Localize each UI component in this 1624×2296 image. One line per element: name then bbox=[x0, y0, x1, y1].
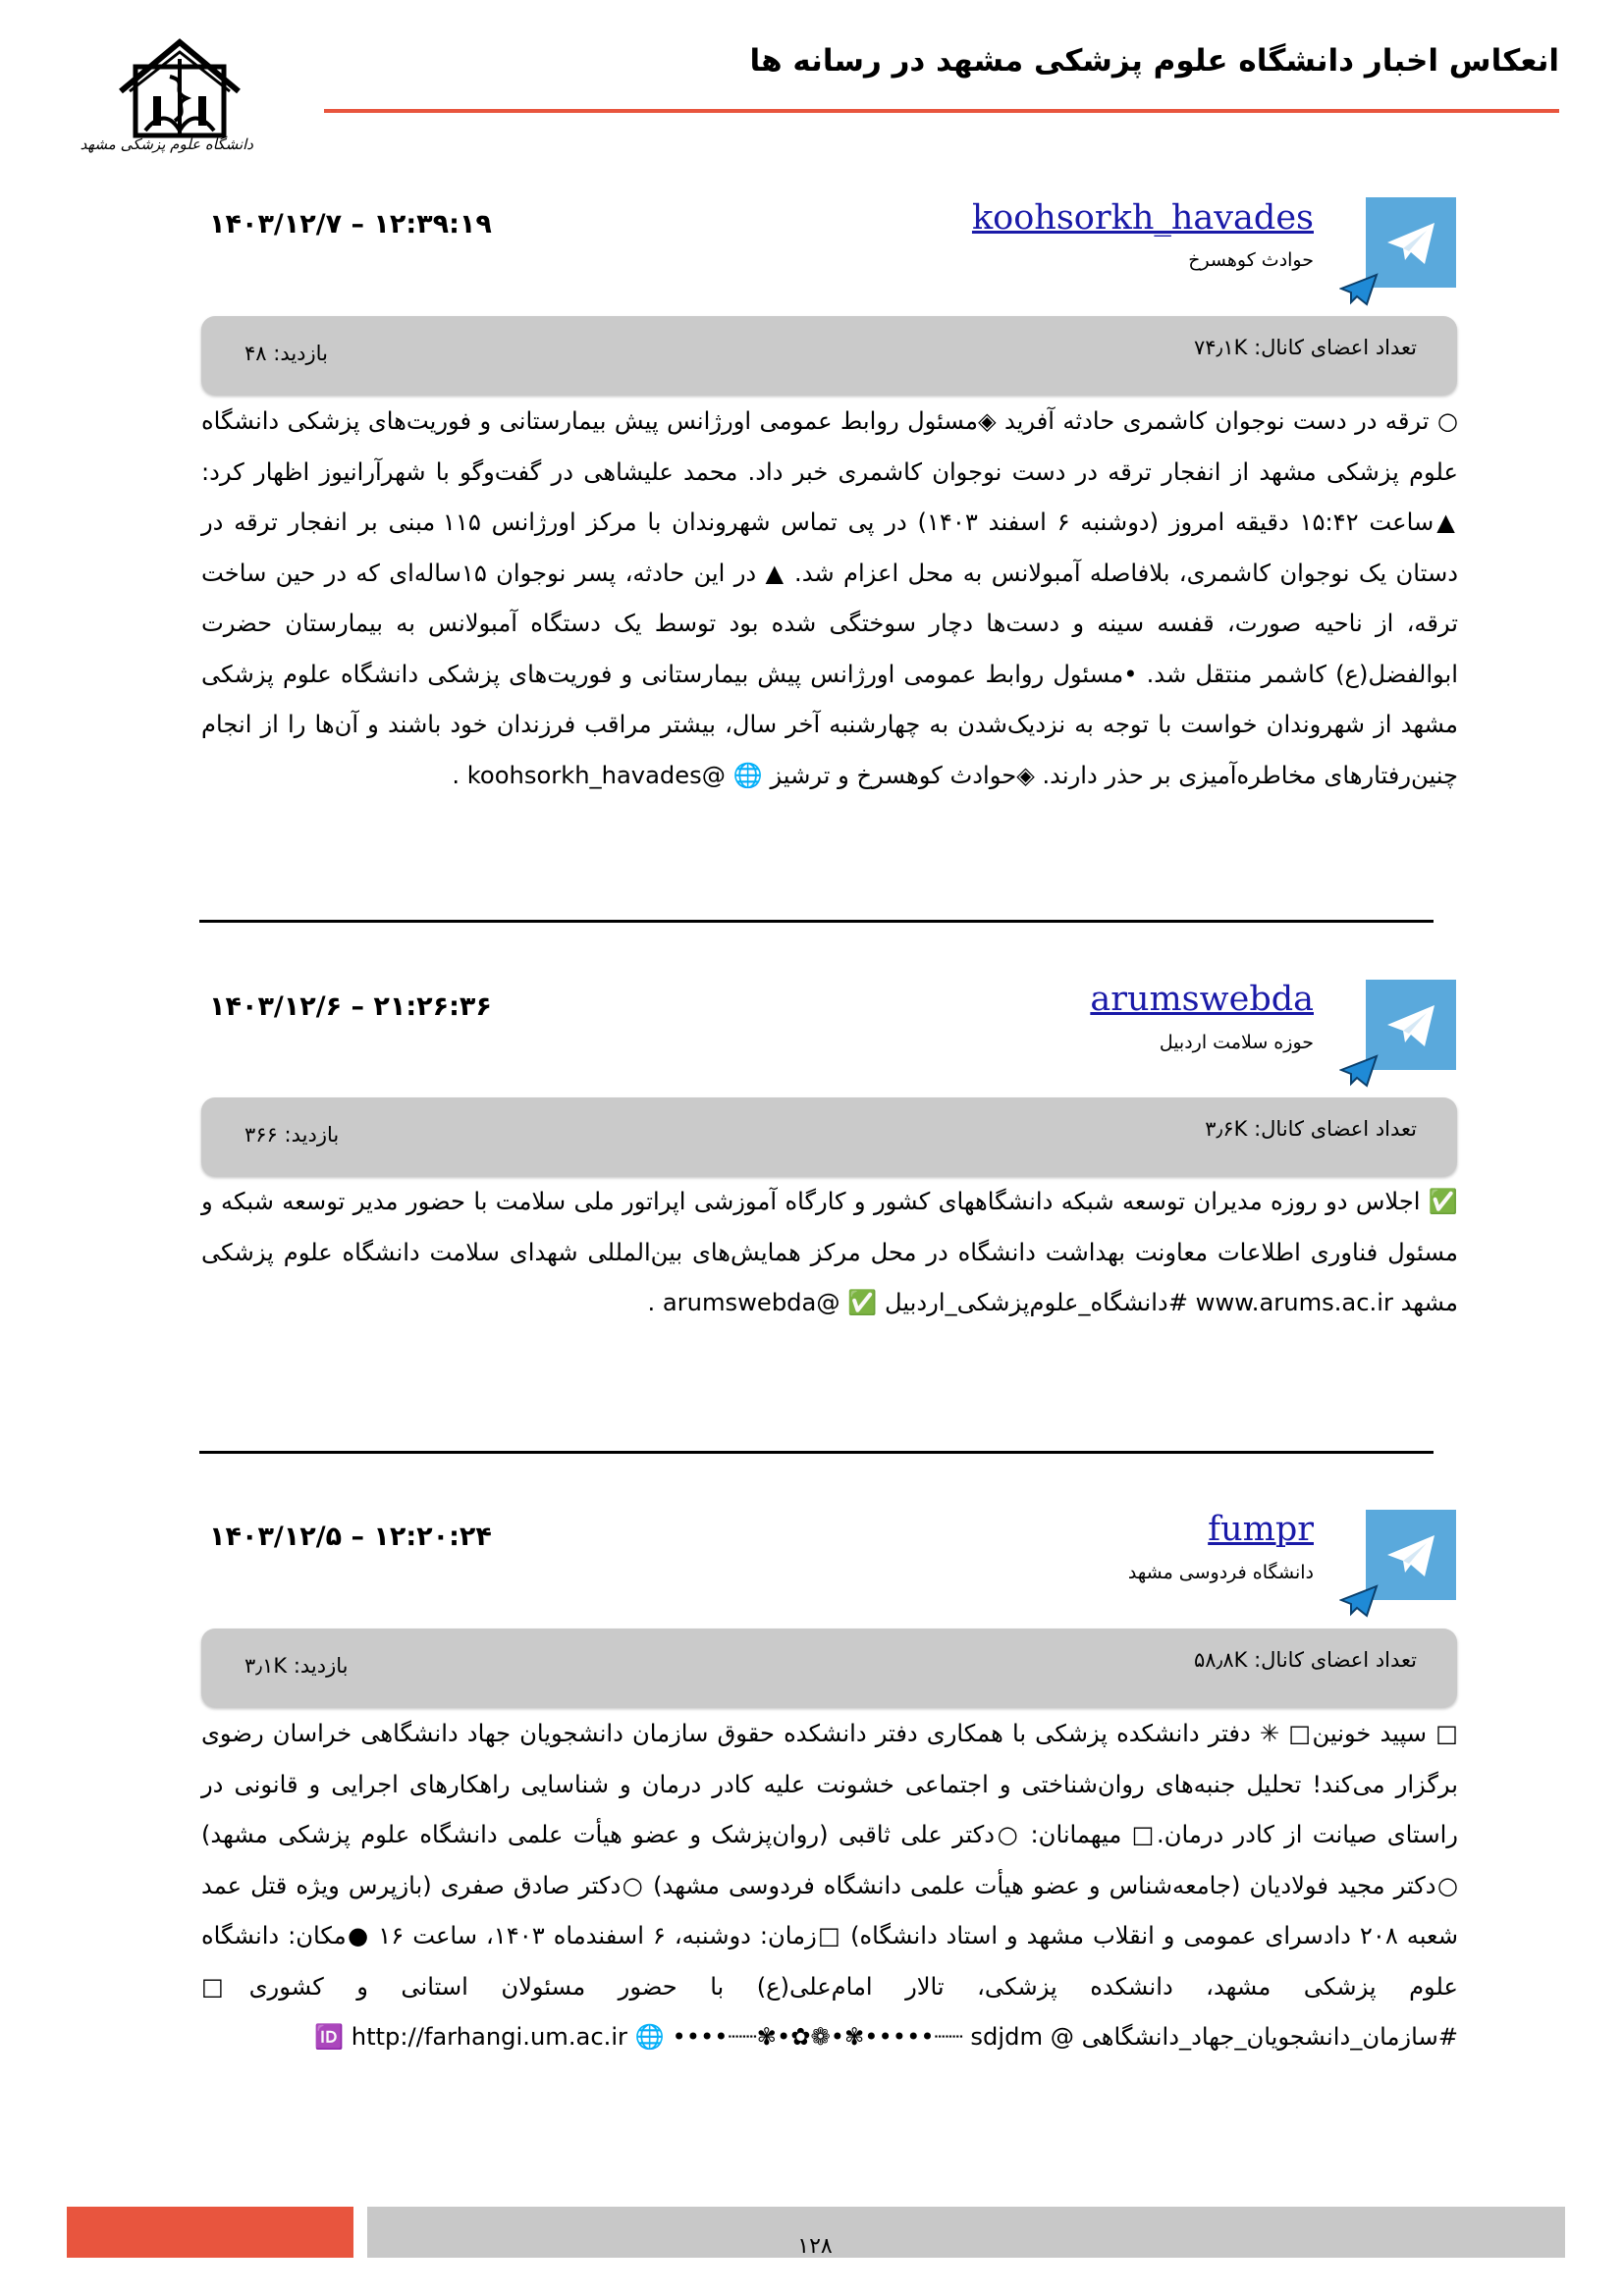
page-number: ۱۲۸ bbox=[797, 2234, 833, 2259]
channel-name: حوادث کوهسرخ bbox=[1188, 249, 1314, 271]
channel-name: دانشگاه فردوسی مشهد bbox=[1127, 1562, 1314, 1583]
telegram-icon bbox=[1366, 1510, 1456, 1600]
view-count: بازدید: ۳۶۶ bbox=[244, 1123, 340, 1147]
channel-link[interactable]: koohsorkh_havades bbox=[971, 198, 1314, 238]
post-date: ۱۴۰۳/۱۲/۶ – ۲۱:۲۶:۳۶ bbox=[209, 991, 492, 1022]
telegram-plane-icon bbox=[1339, 273, 1379, 306]
post-separator bbox=[199, 920, 1434, 923]
telegram-icon bbox=[1366, 980, 1456, 1070]
footer-bar bbox=[367, 2207, 1565, 2258]
channel-link[interactable]: arumswebda bbox=[1090, 980, 1314, 1019]
footer-accent-bar bbox=[67, 2207, 353, 2258]
page-title: انعکاس اخبار دانشگاه علوم پزشکی مشهد در رسانه ها bbox=[749, 43, 1559, 79]
post-body: ✅ اجلاس دو روزه مدیران توسعه شبکه دانشگاههای کشور و کارگاه آموزشی اپراتور ملی سلامت با حضور مدیر توسعه شبکه و مسئول فناوری اطلاعات معاونت بهداشت دانشگاه در محل مرکز همایش‌های بین‌المللی شهدای سلامت دانشگاه علوم پزشکی مشهد www.arums.ac.ir #دانشگاه_علوم‌پزشکی_اردبیل ✅ @arumswebda . bbox=[201, 1188, 1458, 1316]
member-count: تعداد اعضای کانال: ۷۴٫۱K bbox=[1193, 336, 1417, 359]
telegram-icon bbox=[1366, 197, 1456, 288]
header-divider bbox=[324, 109, 1559, 113]
post-date: ۱۴۰۳/۱۲/۷ – ۱۲:۳۹:۱۹ bbox=[209, 209, 492, 240]
channel-link[interactable]: fumpr bbox=[1208, 1510, 1314, 1549]
view-count: بازدید: ۳٫۱K bbox=[244, 1654, 349, 1678]
view-count: بازدید: ۴۸ bbox=[244, 342, 328, 365]
member-count: تعداد اعضای کانال: ۵۸٫۸K bbox=[1193, 1648, 1417, 1672]
post-body: ○ ترقه در دست نوجوان کاشمری حادثه آفرید ◈مسئول روابط عمومی اورژانس پیش بیمارستانی و فوریت‌های پزشکی دانشگاه علوم پزشکی مشهد از انفجار ترقه در دست نوجوان کاشمری خبر داد. محمد علیشاهی در گفت‌وگو با شهرآرانیوز اظهار کرد: ▲ساعت ۱۵:۴۲ دقیقه امروز (دوشنبه ۶ اسفند ۱۴۰۳) در پی تماس شهروندان با مرکز اورژانس ۱۱۵ مبنی بر انفجار ترقه در دستان یک نوجوان کاشمری، بلافاصله آمبولانس به محل اعزام شد. ▲ در این حادثه، پسر نوجوان ۱۵ساله‌ای که در حین ساخت ترقه، از ناحیه صورت، قفسه سینه و دست‌ها دچار سوختگی شده بود توسط یک دستگاه آمبولانس به بیمارستان حضرت ابوالفضل(ع) کاشمر منتقل شد. •مسئول روابط عمومی اورژانس پیش بیمارستانی و فوریت‌های پزشکی دانشگاه علوم پزشکی مشهد از شهروندان خواست با توجه به نزدیک‌شدن به چهارشنبه آخر سال، بیشتر مراقب فرزندان خود باشند و آن‌ها را از انجام چنین‌رفتارهای مخاطره‌آمیزی بر حذر دارند. ◈حوادث کوهسرخ و ترشیز 🌐 @koohsorkh_havades . bbox=[201, 407, 1458, 789]
post-separator bbox=[199, 1451, 1434, 1454]
stats-bar bbox=[201, 316, 1457, 395]
post-date: ۱۴۰۳/۱۲/۵ – ۱۲:۲۰:۲۴ bbox=[209, 1522, 492, 1552]
post-body: □ سپید خونین□ ✳ دفتر دانشکده پزشکی با همکاری دفتر دانشکده حقوق سازمان دانشجویان جهاد دانشگاهی خراسان رضوی برگزار می‌کند! تحلیل جنبه‌های روان‌شناختی و اجتماعی خشونت علیه کادر درمان و شناسایی راهکارهای اجرایی و قانونی در راستای صیانت از کادر درمان.□ میهمانان: ○دکتر علی ثاقبی (روان‌پزشک و عضو هیأت علمی دانشگاه علوم پزشکی مشهد) ○دکتر مجید فولادیان (جامعه‌شناس و عضو هیأت علمی دانشگاه فردوسی مشهد) ○دکتر صادق صفری (بازپرس ویژه قتل عمد شعبه ۲۰۸ دادسرای عمومی و انقلاب مشهد و استاد دانشگاه) □زمان: دوشنبه، ۶ اسفندماه ۱۴۰۳، ساعت ۱۶ ●مکان: دانشگاه علوم پزشکی مشهد، دانشکده پزشکی، تالار امام‌علی(ع) با حضور مسئولان استانی و کشوری□ #سازمان_دانشجویان_جهاد_دانشگاهی @ 🆔 http://farhangi.um.ac.ir 🌐 ••••┈┈✾•✿❁•✾•••••┈┈ sdjdm bbox=[201, 1720, 1458, 2051]
telegram-plane-icon bbox=[1339, 1054, 1379, 1088]
channel-name: حوزه سلامت اردبیل bbox=[1159, 1032, 1314, 1053]
member-count: تعداد اعضای کانال: ۳٫۶K bbox=[1205, 1117, 1417, 1141]
stats-bar bbox=[201, 1097, 1457, 1176]
stats-bar bbox=[201, 1629, 1457, 1707]
logo-caption: دانشگاه علوم پزشکی مشهد bbox=[80, 135, 253, 153]
telegram-plane-icon bbox=[1339, 1584, 1379, 1618]
